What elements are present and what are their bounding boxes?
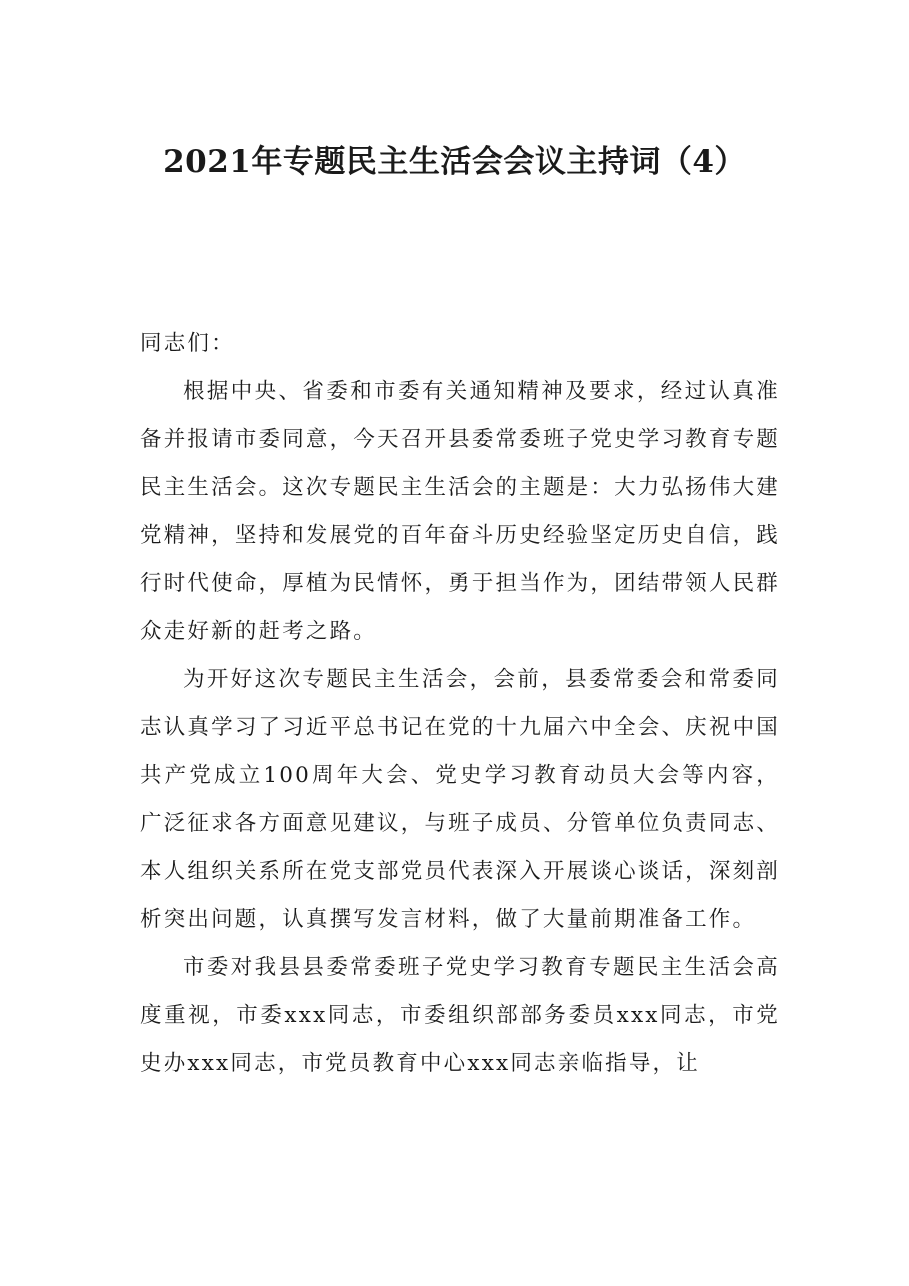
paragraph-1: 根据中央、省委和市委有关通知精神及要求，经过认真准备并报请市委同意，今天召开县委常委班子党史学习教育专题民主生活会。这次专题民主生活会的主题是：大力弘扬伟大建党精神，坚持和发展党的百年奋斗历史经验坚定历史自信，践行时代使命，厚植为民情怀，勇于担当作为，团结带领人民群众走好新的赶考之路。 bbox=[140, 379, 780, 644]
paragraph-2: 为开好这次专题民主生活会，会前，县委常委会和常委同志认真学习了习近平总书记在党的十九届六中全会、庆祝中国共产党成立100周年大会、党史学习教育动员大会等内容，广泛征求各方面意见建议，与班子成员、分管单位负责同志、本人组织关系所在党支部党员代表深入开展谈心谈话，深刻剖析突出问题，认真撰写发言材料，做了大量前期准备工作。 bbox=[140, 667, 780, 932]
document-title: 2021年专题民主生活会会议主持词（4） bbox=[163, 144, 746, 180]
salutation: 同志们： bbox=[140, 331, 235, 356]
paragraph-3: 市委对我县县委常委班子党史学习教育专题民主生活会高度重视，市委xxx同志，市委组织部部务委员xxx同志，市党史办xxx同志，市党员教育中心xxx同志亲临指导，让 bbox=[140, 955, 780, 1076]
document-body bbox=[140, 320, 780, 1088]
